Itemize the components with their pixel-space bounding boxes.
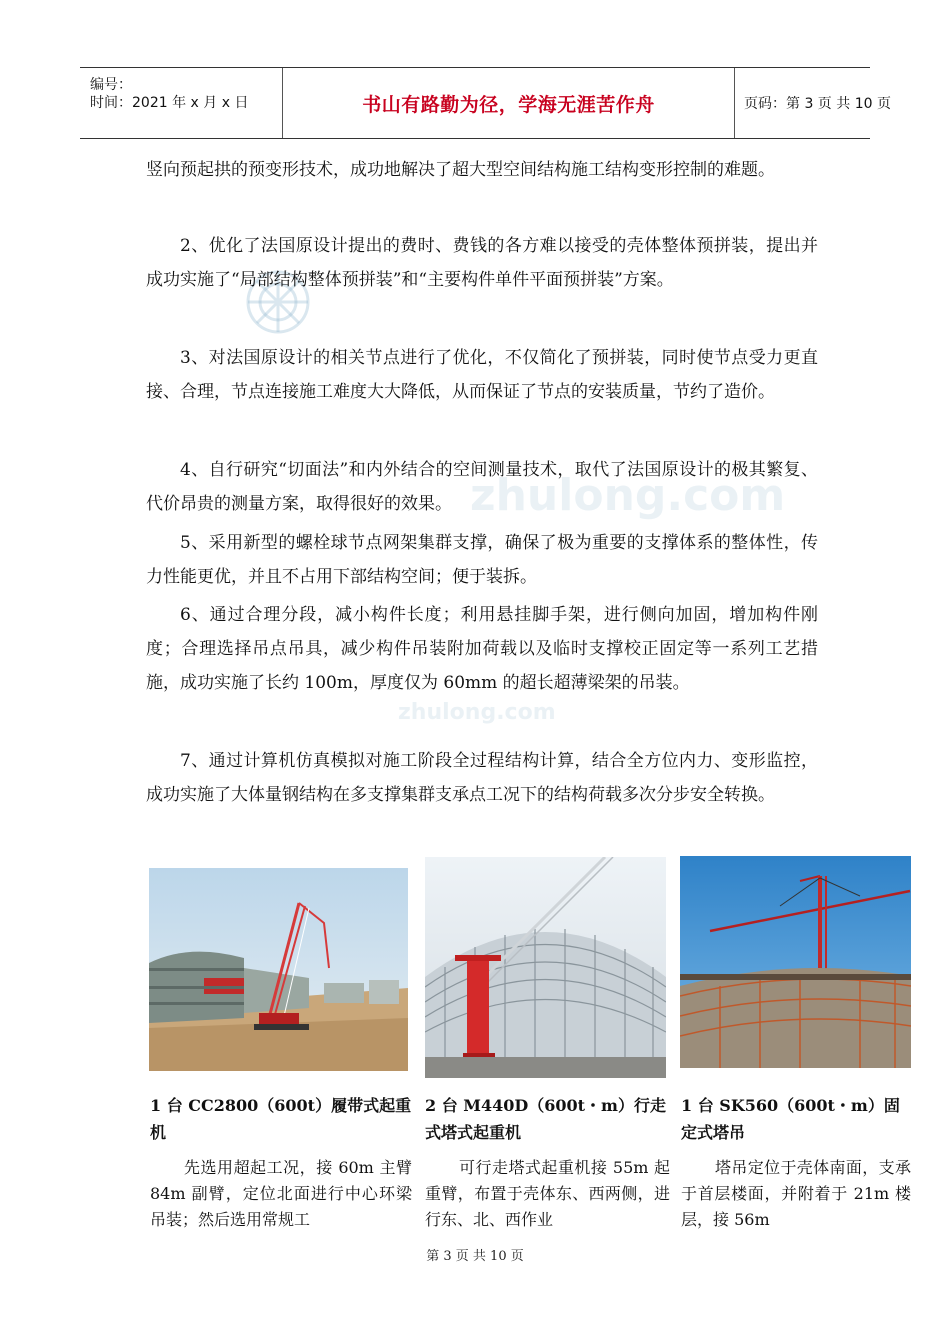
photo-crawler-crane bbox=[149, 868, 408, 1071]
serial-label: 编号： bbox=[90, 77, 132, 93]
header-motto-cell bbox=[282, 68, 735, 138]
page-header bbox=[80, 67, 891, 139]
photo-fixed-tower-crane bbox=[680, 856, 911, 1068]
watermark-text: zhulong.com bbox=[470, 470, 786, 521]
paragraph-6: 6、通过合理分段，减小构件长度；利用悬挂脚手架，进行侧向加固，增加构件刚度；合理选择吊点吊具，减少构件吊装附加荷载以及临时支撑校正固定等一系列工艺措施，成功实施了长约 100m，厚度仅为 60mm 的超长超薄梁架的吊装。 bbox=[146, 605, 818, 693]
paragraph-2: 2、优化了法国原设计提出的费时、费钱的各方难以接受的壳体整体预拼装，提出并成功实施了“局部结构整体预拼装”和“主要构件单件平面预拼装”方案。 bbox=[146, 236, 818, 290]
figure-desc-3: 塔吊定位于壳体南面，支承于首层楼面，并附着于 21m 楼层，接 56m bbox=[681, 1158, 911, 1229]
figure-desc-1: 先选用超起工况，接 60m 主臂 84m 副臂，定位北面进行中心环梁吊装；然后选用常规工 bbox=[150, 1158, 412, 1229]
figure-caption-3: 1 台 SK560（600t・m）固定式塔吊 bbox=[681, 1096, 900, 1142]
date-label: 时间：2021 年 x 月 x 日 bbox=[90, 95, 249, 111]
paragraph-7: 7、通过计算机仿真模拟对施工阶段全过程结构计算，结合全方位内力、变形监控，成功实施了大体量钢结构在多支撑集群支承点工况下的结构荷载多次分步安全转换。 bbox=[146, 751, 818, 805]
figure-caption-1: 1 台 CC2800（600t）履带式起重机 bbox=[150, 1096, 412, 1142]
figure-caption-2: 2 台 M440D（600t・m）行走式塔式起重机 bbox=[425, 1096, 666, 1142]
watermark-text-small: zhulong.com bbox=[398, 700, 556, 725]
paragraph-4: 4、自行研究“切面法”和内外结合的空间测量技术，取代了法国原设计的极其繁复、代价昂贵的测量方案，取得很好的效果。 bbox=[146, 460, 818, 514]
motto: 书山有路勤为径，学海无涯苦作舟 bbox=[362, 94, 655, 116]
header-meta-cell bbox=[80, 68, 282, 138]
header-page-cell bbox=[734, 68, 891, 138]
figure-desc-2: 可行走塔式起重机接 55m 起重臂，布置于壳体东、西两侧，进行东、北、西作业 bbox=[425, 1158, 670, 1229]
paragraph-1: 竖向预起拱的预变形技术，成功地解决了超大型空间结构施工结构变形控制的难题。 bbox=[146, 160, 775, 180]
photo-tower-crane-dome bbox=[425, 857, 666, 1078]
page-info: 页码：第 3 页 共 10 页 bbox=[744, 96, 891, 112]
paragraph-5: 5、采用新型的螺栓球节点网架集群支撑，确保了极为重要的支撑体系的整体性，传力性能更优，并且不占用下部结构空间；便于装拆。 bbox=[146, 533, 818, 587]
page-footer: 第 3 页 共 10 页 bbox=[426, 1249, 524, 1264]
paragraph-3: 3、对法国原设计的相关节点进行了优化，不仅简化了预拼装，同时使节点受力更直接、合理，节点连接施工难度大大降低，从而保证了节点的安装质量，节约了造价。 bbox=[146, 348, 818, 402]
